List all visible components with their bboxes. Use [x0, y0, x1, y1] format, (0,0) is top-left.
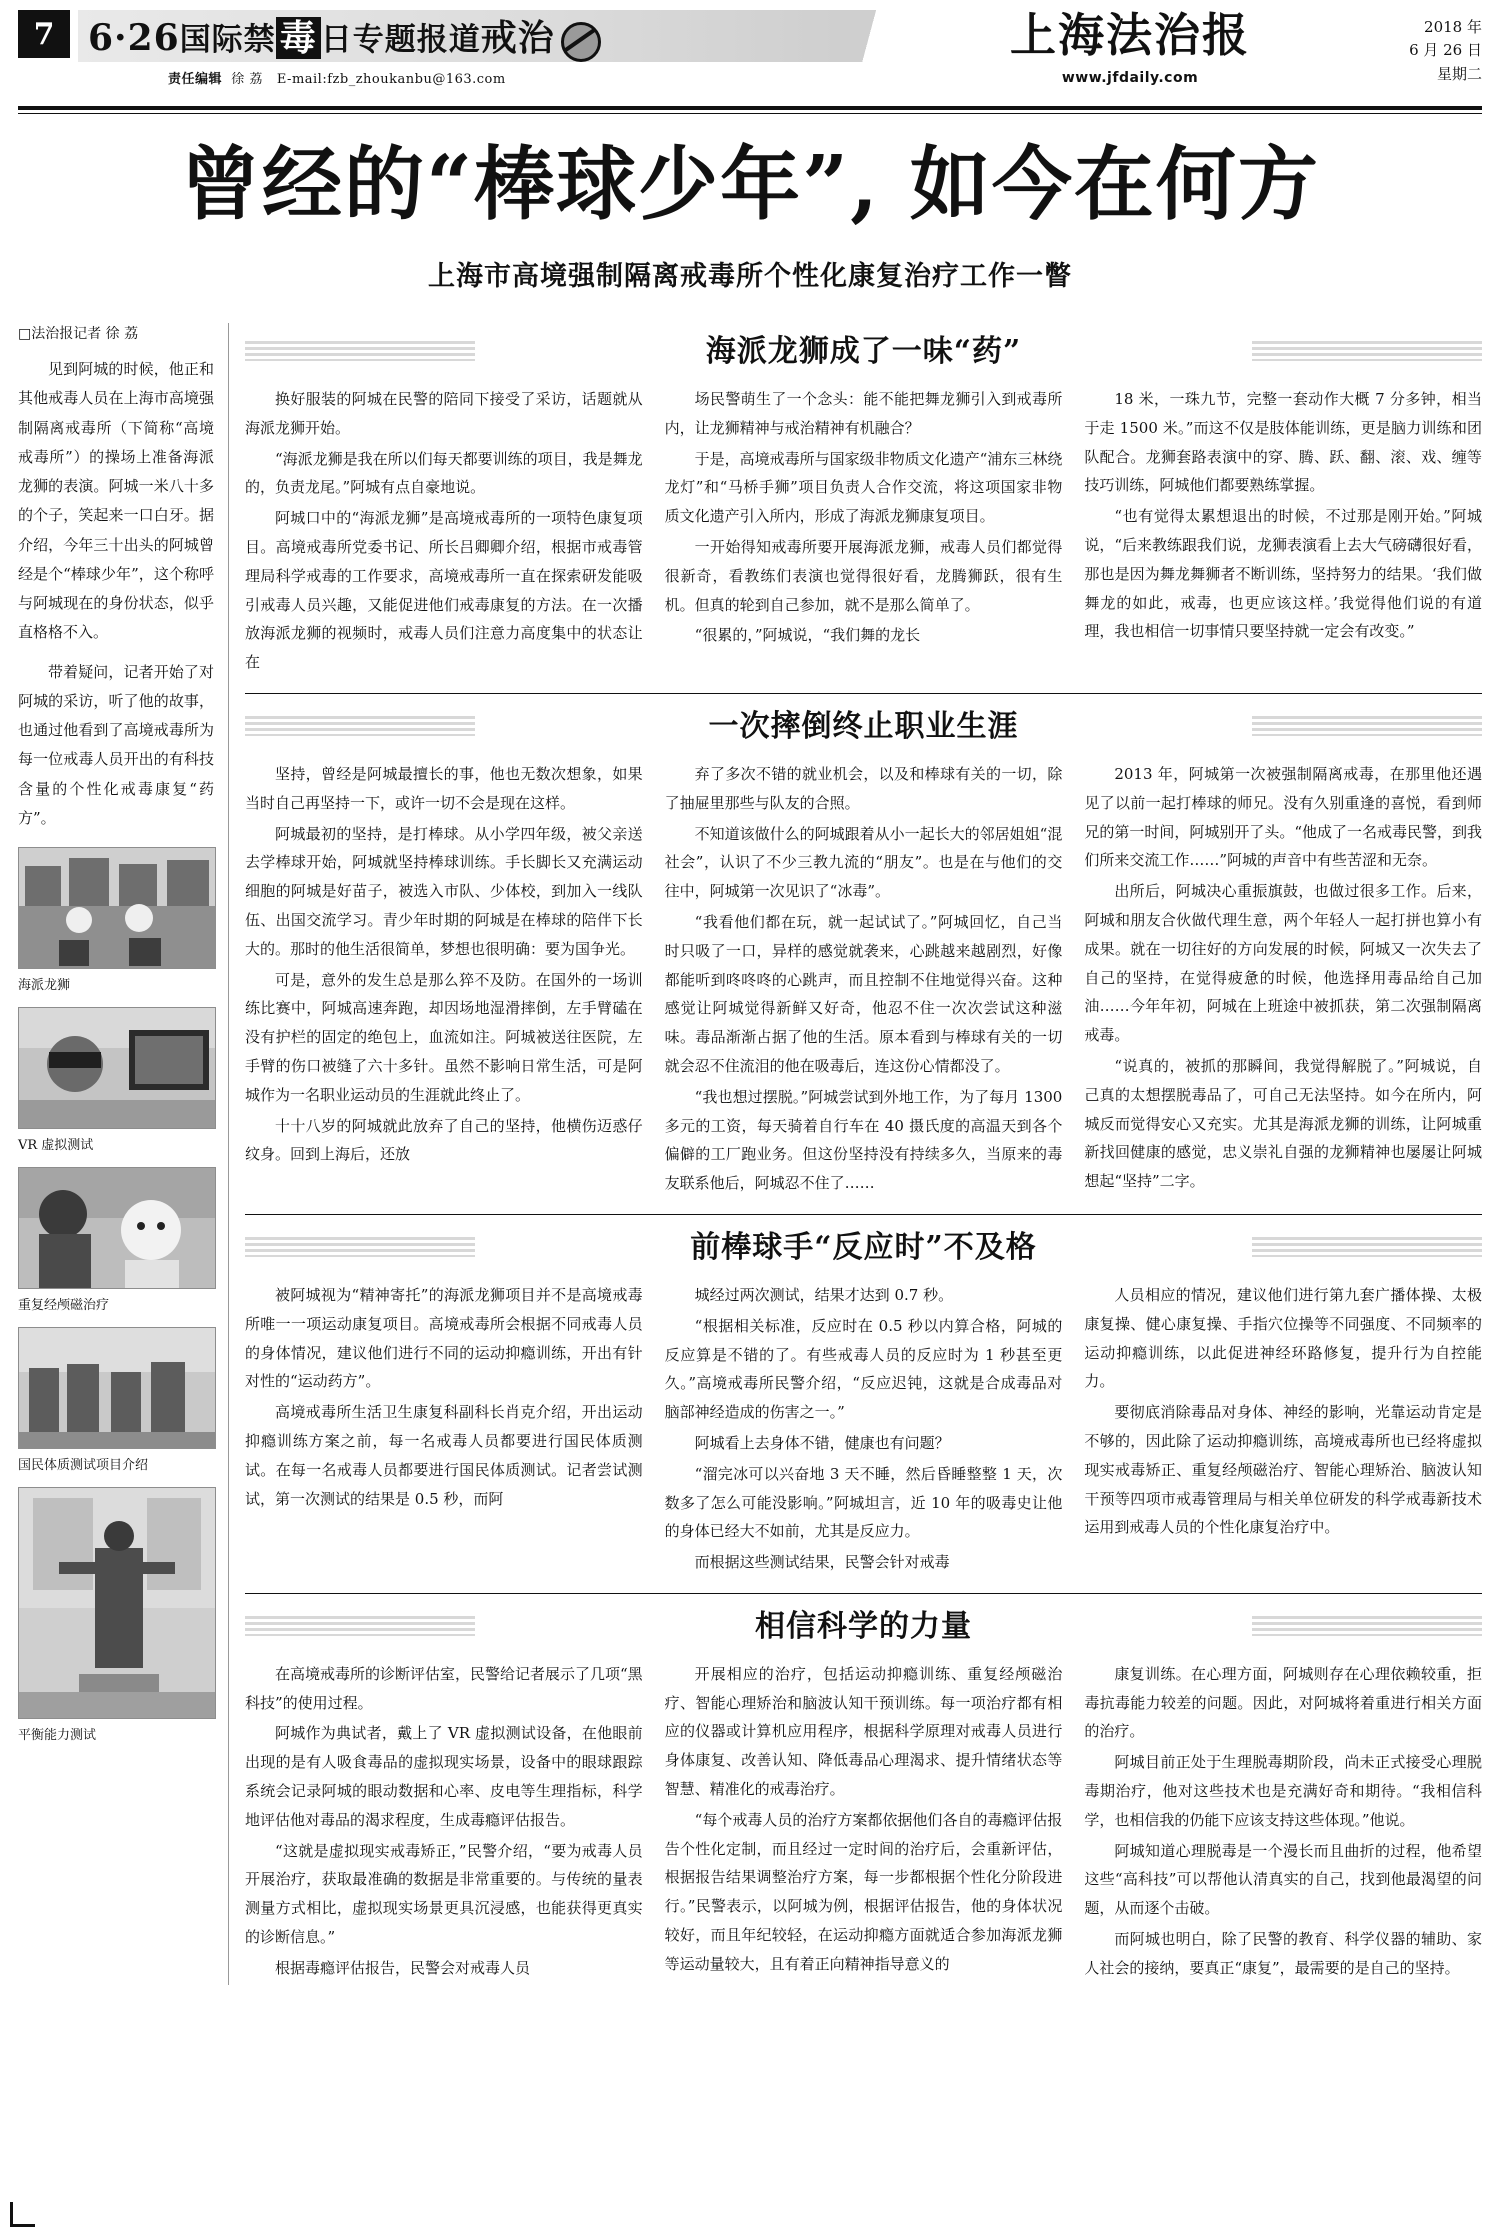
- section-title: 前棒球手“反应时”不及格: [668, 1225, 1059, 1271]
- special-report-banner: [78, 10, 838, 62]
- page-subtitle: 上海市高境强制隔离戒毒所个性化康复治疗工作一瞥: [428, 261, 1072, 292]
- banner-drug-label: 毒: [276, 17, 321, 59]
- photo-frame: [18, 847, 216, 969]
- section-title: 海派龙狮成了一味“药”: [684, 329, 1044, 375]
- paragraph: 开展相应的治疗，包括运动抑瘾训练、重复经颅磁治疗、智能心理矫治和脑波认知干预训练。每一项治疗都有相应的仪器或计算机应用程序，根据科学原理对戒毒人员进行身体康复、改善认知、降低毒品心理渴求、提升情绪状态等智慧、精准化的戒毒治疗。: [664, 1664, 1063, 1799]
- section-decoration-right: [1252, 341, 1482, 361]
- paragraph: “我看他们都在玩，就一起试试了。”阿城回忆，自己当时只吸了一口，异样的感觉就袭来，心跳越来越剧烈，好像都能听到咚咚咚的心跳声，而且控制不住地觉得兴奋。这种感觉让阿城觉得新鲜又好奇，他忍不住一次次尝试这种滋味。毒品渐渐占据了他的生活。原本看到与棒球有关的一切就会忍不住流泪的他在吸毒后，连这份心情都没了。: [664, 912, 1063, 1075]
- tms-therapy-photo: [19, 1168, 215, 1288]
- photo-caption: 重复经颅磁治疗: [18, 1298, 110, 1313]
- section-divider: [245, 693, 1482, 694]
- paragraph: 而阿城也明白，除了民警的教育、科学仪器的辅助、家人社会的接纳，要真正“康复”，最需要的是自己的坚持。: [1084, 1930, 1483, 1977]
- text-column: [1084, 760, 1482, 1200]
- page-number: 7: [18, 10, 70, 58]
- paragraph: “海派龙狮是我在所以们每天都要训练的项目，我是舞龙的，负责龙尾。”阿城有点自豪地说。: [245, 449, 643, 497]
- paragraph: 换好服装的阿城在民警的陪同下接受了采访，话题就从海派龙狮开始。: [245, 390, 643, 437]
- banner-report-label: 日专题报道: [320, 22, 481, 59]
- paper-title-block: [950, 8, 1310, 86]
- paragraph: 18 米，一珠九节，完整一套动作大概 7 分多钟，相当于走 1500 米。”而这不仅是肢体能训练，更是脑力训练和团队配合。龙狮套路表演中的穿、腾、跃、翻、滚、戏、缠等技巧训练，阿城他们都要熟练掌握。: [1084, 390, 1483, 495]
- section-divider: [245, 1214, 1482, 1215]
- article-body: [18, 323, 1482, 1985]
- section-columns: [245, 385, 1482, 679]
- paragraph: “溜完冰可以兴奋地 3 天不睡，然后昏睡整整 1 天，次数多了怎么可能没影响。”阿城坦言，近 10 年的吸毒史让他的身体已经大不如前，尤其是反应力。: [664, 1464, 1063, 1541]
- text-column: [245, 385, 643, 679]
- masthead-rule-thick: [18, 106, 1482, 110]
- photo-frame: [18, 1487, 216, 1719]
- text-column: [665, 385, 1063, 679]
- text-column: [1084, 1281, 1482, 1579]
- no-drugs-icon: [561, 22, 601, 62]
- masthead-rule-thin: [18, 113, 1482, 114]
- paragraph: 阿城目前正处于生理脱毒期阶段，尚未正式接受心理脱毒期治疗，他对这些技术也是充满好奇和期待。“我相信科学，也相信我的仍能下应该支持这些体现。”他说。: [1084, 1753, 1483, 1829]
- paragraph: 阿城口中的“海派龙狮”是高境戒毒所的一项特色康复项目。高境戒毒所党委书记、所长吕卿卿介绍，根据市戒毒管理局科学戒毒的工作要求，高境戒毒所一直在探索研发能吸引戒毒人员兴趣，又能促进他们戒毒康复的方法。在一次播放海派龙狮的视频时，戒毒人员们注意力高度集中的状态让在: [245, 509, 643, 672]
- paragraph: 场民警萌生了一个念头：能不能把舞龙狮引入到戒毒所内，让龙狮精神与戒治精神有机融合？: [664, 390, 1063, 437]
- paragraph: 2013 年，阿城第一次被强制隔离戒毒，在那里他还遇见了以前一起打棒球的师兄。没有久别重逢的喜悦，看到师兄的第一时间，阿城别开了头。“他成了一名戒毒民警，到我们所来交流工作……”阿城的声音中有些苦涩和无奈。: [1084, 764, 1483, 870]
- editor-email: E-mail:fzb_zhoukanbu@163.com: [276, 72, 506, 87]
- text-column: [245, 1660, 643, 1985]
- paragraph: 在高境戒毒所的诊断评估室，民警给记者展示了几项“黑科技”的使用过程。: [245, 1664, 643, 1712]
- paragraph: 阿城知道心理脱毒是一个漫长而且曲折的过程，他希望这些“高科技”可以帮他认清真实的自己，找到他最渴望的问题，从而逐个击破。: [1084, 1841, 1483, 1918]
- section-decoration-right: [1252, 716, 1482, 736]
- masthead: [18, 10, 1482, 102]
- photo-caption: 国民体质测试项目介绍: [18, 1458, 149, 1473]
- paragraph: 坚持，曾经是阿城最擅长的事，他也无数次想象，如果当时自己再坚持一下，或许一切不会是现在这样。: [245, 764, 643, 812]
- fitness-test-intro-photo: [19, 1328, 215, 1448]
- date-day: 6 月 26 日: [1409, 41, 1482, 60]
- paragraph: 而根据这些测试结果，民警会针对戒毒: [694, 1553, 950, 1572]
- photo-item: [18, 1487, 214, 1743]
- paragraph: 根据毒瘾评估报告，民警会对戒毒人员: [275, 1958, 531, 1977]
- section-header: [245, 1225, 1482, 1271]
- photo-caption: VR 虚拟测试: [18, 1138, 94, 1153]
- page-title: 曾经的“棒球少年”, 如今在何方: [180, 137, 1320, 231]
- paragraph: 阿城看上去身体不错，健康也有问题？: [694, 1433, 950, 1452]
- paragraph: 阿城最初的坚持，是打棒球。从小学四年级，被父亲送去学棒球开始，阿城就坚持棒球训练。手长脚长又充满运动细胞的阿城是好苗子，被选入市队、少体校，到加入一线队伍、出国交流学习。青少年时期的阿城是在棒球的陪伴下长大的。那时的他生活很简单，梦想也很明确：要为国争光。: [245, 824, 643, 958]
- vr-test-photo: [19, 1008, 215, 1128]
- banner-text: [88, 10, 601, 62]
- text-column: [665, 760, 1063, 1200]
- paragraph: “每个戒毒人员的治疗方案都依据他们各自的毒瘾评估报告个性化定制，而且经过一定时间的治疗后，会重新评估，根据报告结果调整治疗方案，每一步都根据个性化分阶段进行。”民警表示，以阿城为例，根据评估报告，他的身体状况较好，而且年纪较轻，在运动抑瘾方面就适合参加海派龙狮等运动量较大，且有着正向精神指导意义的: [664, 1810, 1063, 1973]
- photo-item: [18, 1327, 214, 1473]
- paragraph: 于是，高境戒毒所与国家级非物质文化遗产“浦东三林绕龙灯”和“马桥手狮”项目负责人合作交流，将这项国家非物质文化遗产引入所内，形成了海派龙狮康复项目。: [664, 449, 1063, 526]
- section-block: [245, 704, 1482, 1200]
- paragraph: “我也想过摆脱。”阿城尝试到外地工作，为了每月 1300 多元的工资，每天骑着自行车在 40 摄氏度的高温天到各个偏僻的工厂跑业务。但这份坚持没有持续多久，当原来的毒友联系他后，阿城忍不住了……: [664, 1087, 1063, 1193]
- photo-frame: [18, 1007, 216, 1129]
- paragraph: 十十八岁的阿城就此放弃了自己的坚持，他横伤迈惑仔纹身。回到上海后，还放: [245, 1116, 643, 1164]
- section-title: 一次摔倒终止职业生涯: [687, 704, 1041, 750]
- paragraph: 城经过两次测试，结果才达到 0.7 秒。: [694, 1285, 954, 1304]
- paragraph: 要彻底消除毒品对身体、神经的影响，光靠运动肯定是不够的，因此除了运动抑瘾训练，高境戒毒所也已经将虚拟现实戒毒矫正、重复经颅磁治疗、智能心理矫治、脑波认知干预等四项市戒毒管理局与相关单位研发的科学戒毒新技术运用到戒毒人员的个性化康复治疗中。: [1084, 1403, 1483, 1537]
- text-column: [1084, 1660, 1482, 1985]
- section-columns: [245, 1281, 1482, 1579]
- section-decoration-right: [1252, 1616, 1482, 1636]
- paragraph: “这就是虚拟现实戒毒矫正，”民警介绍，“要为戒毒人员开展治疗，获取最准确的数据是非常重要的。与传统的量表测量方式相比，虚拟现实场景更具沉浸感，也能获得更真实的诊断信息。”: [245, 1841, 643, 1947]
- dragon-lion-photo: [19, 848, 215, 968]
- date-weekday: 星期二: [1436, 64, 1482, 83]
- paragraph: 高境戒毒所生活卫生康复科副科长肖克介绍，开出运动抑瘾训练方案之前，每一名戒毒人员都要进行国民体质测试。在每一名戒毒人员都要进行国民体质测试。记者尝试测试，第一次测试的结果是 0.5 秒，而阿: [245, 1403, 643, 1508]
- paragraph: 人员相应的情况，建议他们进行第九套广播体操、太极康复操、健心康复操、手指穴位操等不同强度、不同频率的运动抑瘾训练，以此促进神经环路修复，提升行为自控能力。: [1084, 1285, 1483, 1391]
- photo-frame: [18, 1167, 216, 1289]
- section-block: [245, 1604, 1482, 1985]
- banner-intl-label: 国际禁: [179, 22, 276, 59]
- section-decoration-right: [1252, 1237, 1482, 1257]
- text-column: [665, 1660, 1063, 1985]
- lead-paragraphs: [18, 355, 214, 833]
- section-block: [245, 1225, 1482, 1579]
- section-divider: [245, 1593, 1482, 1594]
- section-title: 相信科学的力量: [733, 1604, 994, 1650]
- photo-item: [18, 1167, 214, 1313]
- paragraph: 可是，意外的发生总是那么猝不及防。在国外的一场训练比赛中，阿城高速奔跑，却因场地湿滑摔倒，左手臂磕在没有护栏的固定的绝包上，血流如注。阿城被送往医院，左手臂的伤口被缝了六十多针。虽然不影响日常生活，可是阿城作为一名职业运动员的生涯就此终止了。: [245, 970, 643, 1104]
- paragraph: “也有觉得太累想退出的时候，不过那是刚开始。”阿城说，“后来教练跟我们说，龙狮表演看上去大气磅礴很好看，那也是因为舞龙舞狮者不断训练，坚持努力的结果。‘我们做舞龙的如此，戒毒，也更应该这样。’我觉得他们说的有道理，我也相信一切事情只要坚持就一定会有改变。”: [1084, 507, 1483, 641]
- editor-label: 责任编辑: [168, 72, 223, 87]
- text-column: [665, 1281, 1063, 1579]
- registration-corner-mark: [10, 2202, 35, 2227]
- section-decoration-left: [245, 341, 475, 361]
- paper-website[interactable]: www.jfdaily.com: [1061, 70, 1199, 86]
- date-year: 2018 年: [1424, 18, 1482, 36]
- text-column: [1084, 385, 1482, 679]
- section-header: [245, 704, 1482, 750]
- byline: □法治报记者 徐 荔: [18, 326, 139, 342]
- photo-caption: 海派龙狮: [18, 978, 71, 993]
- issue-date: [1409, 16, 1482, 86]
- paragraph: 弃了多次不错的就业机会，以及和棒球有关的一切，除了抽屉里那些与队友的合照。: [664, 764, 1063, 812]
- lead-paragraph: 见到阿城的时候，他正和其他戒毒人员在上海市高境强制隔离戒毒所（下简称“高境戒毒所”）的操场上准备海派龙狮的表演。阿城一米八十多的个子，笑起来一口白牙。据介绍，今年三十出头的阿城曾经是个“棒球少年”，这个称呼与阿城现在的身份状态，似乎直格格不入。: [18, 360, 214, 642]
- newspaper-page: [0, 10, 1500, 2237]
- section-decoration-left: [245, 1237, 475, 1257]
- section-decoration-left: [245, 716, 475, 736]
- paragraph: 被阿城视为“精神寄托”的海派龙狮项目并不是高境戒毒所唯一一项运动康复项目。高境戒毒所会根据不同戒毒人员的身体情况，建议他们进行不同的运动抑瘾训练，开出有针对性的“运动药方”。: [245, 1285, 643, 1391]
- paragraph: “根据相关标准，反应时在 0.5 秒以内算合格，阿城的反应算是不错的了。有些戒毒人员的反应时为 1 秒甚至更久。”高境戒毒所民警介绍，“反应迟钝，这就是合成毒品对脑部神经造成的伤害之一。”: [664, 1316, 1063, 1422]
- balance-test-photo: [19, 1488, 215, 1718]
- paragraph: 不知道该做什么的阿城跟着从小一起长大的邻居姐姐“混社会”，认识了不少三教九流的“朋友”。也是在与他们的交往中，阿城第一次见识了“冰毒”。: [664, 824, 1063, 901]
- section-columns: [245, 760, 1482, 1200]
- section-block: [245, 329, 1482, 679]
- photo-frame: [18, 1327, 216, 1449]
- editor-credit: [168, 68, 506, 87]
- section-columns: [245, 1660, 1482, 1985]
- banner-rehab-label: 戒治: [480, 17, 555, 60]
- section-decoration-left: [245, 1616, 475, 1636]
- banner-slant-decoration: [830, 10, 900, 62]
- paragraph: 康复训练。在心理方面，阿城则存在心理依赖较重，拒毒抗毒能力较差的问题。因此，对阿城将着重进行相关方面的治疗。: [1084, 1664, 1483, 1741]
- paragraph: 一开始得知戒毒所要开展海派龙狮，戒毒人员们都觉得很新奇，看教练们表演也觉得很好看，龙腾狮跃，很有生机。但真的轮到自己参加，就不是那么简单了。: [664, 537, 1063, 614]
- photo-caption: 平衡能力测试: [18, 1728, 97, 1743]
- paragraph: “说真的，被抓的那瞬间，我觉得解脱了。”阿城说，自己真的太想摆脱毒品了，可自己无法坚持。如今在所内，阿城反而觉得安心又充实。尤其是海派龙狮的训练，让阿城重新找回健康的感觉，忠义崇礼自强的龙狮精神也屡屡让阿城想起“坚持”二字。: [1084, 1056, 1483, 1191]
- paragraph: 阿城作为典试者，戴上了 VR 虚拟测试设备，在他眼前出现的是有人吸食毒品的虚拟现实场景，设备中的眼球跟踪系统会记录阿城的眼动数据和心率、皮电等生理指标，科学地评估他对毒品的渴求程度，生成毒瘾评估报告。: [245, 1724, 643, 1829]
- paragraph: “很累的，”阿城说，“我们舞的龙长: [694, 626, 921, 645]
- photo-item: [18, 847, 214, 993]
- lead-paragraph: 带着疑问，记者开始了对阿城的采访，听了他的故事，也通过他看到了高境戒毒所为每一位戒毒人员开出的有科技含量的个性化戒毒康复“药方”。: [18, 662, 214, 827]
- sidebar-column: [18, 323, 228, 1985]
- section-header: [245, 329, 1482, 375]
- main-column: [228, 323, 1482, 1985]
- text-column: [245, 1281, 643, 1579]
- text-column: [245, 760, 643, 1200]
- banner-date-label: 6·26: [88, 17, 180, 60]
- paragraph: 出所后，阿城决心重振旗鼓，也做过很多工作。后来，阿城和朋友合伙做代理生意，两个年轻人一起打拼也算小有成果。就在一切往好的方向发展的时候，阿城又一次失去了自己的坚持，在觉得疲惫的时候，他选择用毒品给自己加油……今年年初，阿城在上班途中被抓获，第二次强制隔离戒毒。: [1084, 882, 1483, 1045]
- editor-name: 徐 荔: [231, 72, 263, 87]
- photo-item: [18, 1007, 214, 1153]
- section-header: [245, 1604, 1482, 1650]
- paper-name: 上海法治报: [1010, 8, 1250, 62]
